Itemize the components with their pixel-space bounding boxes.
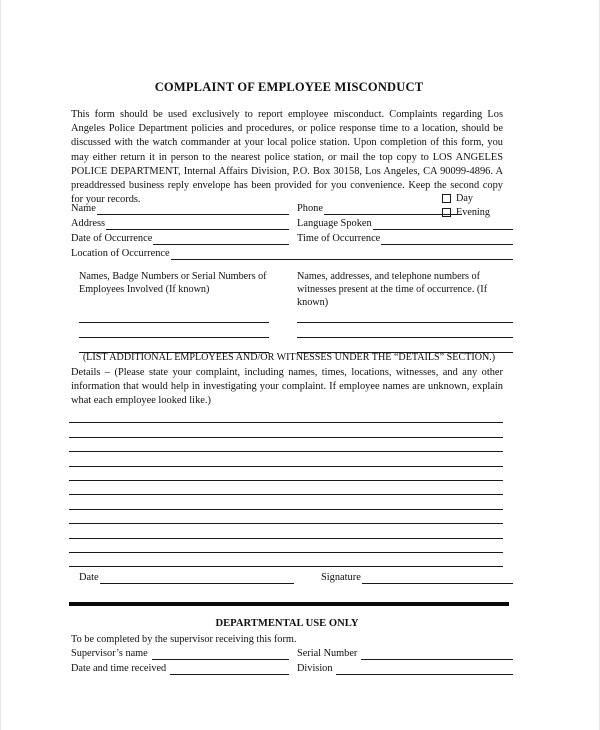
field-date-time-received-label: Date and time received (71, 663, 167, 674)
field-division-input[interactable] (336, 663, 513, 675)
dept-row-supervisor-serial (71, 648, 513, 663)
witness-line[interactable] (297, 338, 513, 353)
field-signature-label: Signature (321, 572, 361, 583)
field-language-spoken[interactable] (297, 218, 513, 230)
section-divider (69, 602, 509, 606)
field-location-of-occurrence-label: Location of Occurrence (71, 248, 170, 259)
field-date-signed-input[interactable] (100, 572, 294, 584)
field-supervisor-name-label: Supervisor’s name (71, 648, 148, 659)
details-line[interactable] (69, 539, 503, 553)
field-name[interactable] (71, 203, 289, 215)
field-date-signed[interactable] (79, 572, 294, 584)
field-name-input[interactable] (97, 203, 289, 215)
field-address-label: Address (71, 218, 106, 229)
field-date-signed-label: Date (79, 572, 99, 583)
field-location-of-occurrence-input[interactable] (171, 248, 513, 260)
field-time-of-occurrence[interactable] (297, 233, 513, 245)
details-writing-lines (69, 409, 503, 567)
field-phone-label: Phone (297, 203, 323, 214)
field-address[interactable] (71, 218, 289, 230)
field-row-address-language (71, 218, 513, 233)
details-line[interactable] (69, 438, 503, 452)
departmental-section-title: DEPARTMENTAL USE ONLY (215, 618, 359, 629)
field-time-of-occurrence-label: Time of Occurrence (297, 233, 381, 244)
field-date-of-occurrence[interactable] (71, 233, 289, 245)
details-line[interactable] (69, 510, 503, 524)
field-date-time-received[interactable] (71, 663, 289, 675)
witness-block-heading: Names, addresses, and telephone numbers of witnesses present at the time of occurrence. (If known) (297, 271, 488, 309)
witness-line[interactable] (297, 323, 513, 338)
details-line[interactable] (69, 467, 503, 481)
field-language-spoken-label: Language Spoken (297, 218, 372, 229)
field-supervisor-name-input[interactable] (152, 648, 289, 660)
field-date-of-occurrence-label: Date of Occurrence (71, 233, 153, 244)
field-address-input[interactable] (106, 218, 289, 230)
details-instructions: Details – (Please state your complaint, including names, times, locations, witnesses, and any other information that would help in investigating your complaint. If employee names are unknown, explain what each employee looked like.) (71, 367, 503, 406)
field-serial-number-label: Serial Number (297, 648, 358, 659)
field-signature-input[interactable] (362, 572, 513, 584)
complainant-fields (71, 203, 513, 263)
field-name-label: Name (71, 203, 96, 214)
employee-block-lines (79, 308, 269, 353)
checkbox-evening-label: Evening (456, 206, 490, 218)
employee-line[interactable] (79, 308, 269, 323)
field-phone[interactable] (297, 203, 499, 215)
signature-row (71, 572, 513, 588)
employee-line[interactable] (79, 338, 269, 353)
field-row-name-phone (71, 203, 513, 218)
field-supervisor-name[interactable] (71, 648, 289, 660)
employee-block-heading: Names, Badge Numbers or Serial Numbers of Employees Involved (If known) (79, 271, 267, 296)
field-phone-input[interactable] (324, 203, 462, 215)
details-line[interactable] (69, 423, 503, 437)
field-serial-number-input[interactable] (361, 648, 513, 660)
details-line[interactable] (69, 409, 503, 423)
details-line[interactable] (69, 495, 503, 509)
dept-row-received-division (71, 663, 513, 678)
departmental-subtitle: To be completed by the supervisor receiving this form. (71, 634, 297, 645)
checkbox-day-icon[interactable] (442, 194, 451, 203)
field-signature[interactable] (321, 572, 513, 584)
employee-line[interactable] (79, 323, 269, 338)
field-row-date-time-occurrence (71, 233, 513, 248)
field-serial-number[interactable] (297, 648, 513, 660)
field-division[interactable] (297, 663, 513, 675)
details-line[interactable] (69, 553, 503, 567)
checkbox-day-label: Day (456, 192, 473, 204)
details-line[interactable] (69, 452, 503, 466)
field-location-of-occurrence[interactable] (71, 248, 513, 260)
details-line[interactable] (69, 481, 503, 495)
field-time-of-occurrence-input[interactable] (381, 233, 513, 245)
field-date-time-received-input[interactable] (170, 663, 289, 675)
field-division-label: Division (297, 663, 333, 674)
details-line[interactable] (69, 524, 503, 538)
page-title: COMPLAINT OF EMPLOYEE MISCONDUCT (154, 80, 424, 94)
list-additional-note: (LIST ADDITIONAL EMPLOYEES AND/OR WITNESSES UNDER THE “DETAILS” SECTION.) (82, 352, 496, 363)
witness-block-lines (297, 308, 513, 353)
field-date-of-occurrence-input[interactable] (153, 233, 289, 245)
departmental-fields (71, 648, 513, 678)
field-language-spoken-input[interactable] (373, 218, 513, 230)
intro-paragraph: This form should be used exclusively to report employee misconduct. Complaints regarding Los Angeles Police Department policies and procedures, or police response time to a location, should be discussed with the watch commander at your local police station. Upon completion of this form, you may either return it in person to the nearest police station, or mail the top copy to LOS ANGELES POLICE DEPARTMENT, Internal Affairs Division, P.O. Box 30158, Los Angeles, CA 90099-4896. A preaddressed business reply envelope has been provided for you convenience. Keep the second copy for your records. (71, 109, 503, 206)
witness-line[interactable] (297, 308, 513, 323)
field-row-location-occurrence (71, 248, 513, 263)
